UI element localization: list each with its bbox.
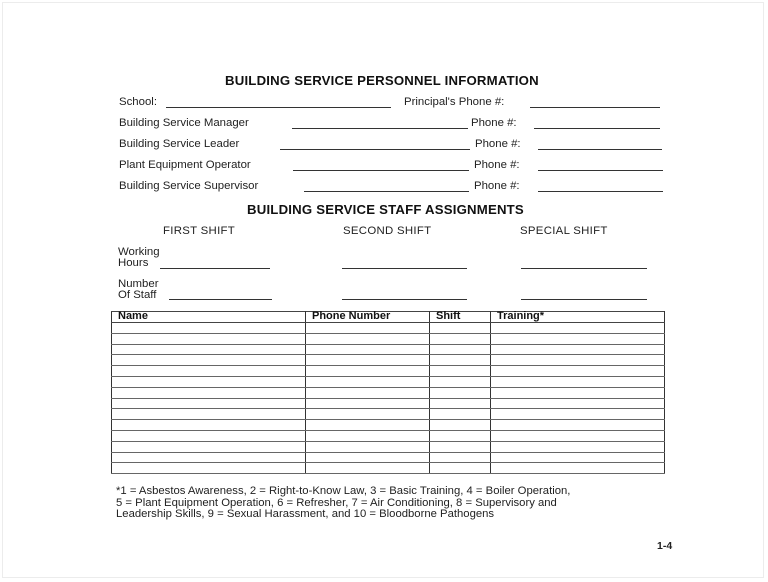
shift-cell[interactable] (430, 409, 491, 420)
training-cell[interactable] (491, 430, 665, 441)
footnote-line-2: 5 = Plant Equipment Operation, 6 = Refresher, 7 = Air Conditioning, 8 = Supervisory and (116, 496, 557, 509)
phone-cell[interactable] (306, 333, 430, 344)
table-row (112, 387, 665, 398)
second-shift-staff-field[interactable] (342, 299, 467, 300)
first-shift-staff-field[interactable] (169, 299, 272, 300)
table-row (112, 355, 665, 366)
table-row (112, 333, 665, 344)
table-row (112, 420, 665, 431)
training-cell[interactable] (491, 409, 665, 420)
column-header-shift: Shift (430, 312, 491, 323)
training-cell[interactable] (491, 452, 665, 463)
phone-cell[interactable] (306, 441, 430, 452)
shift-cell[interactable] (430, 430, 491, 441)
phone-cell[interactable] (306, 344, 430, 355)
supervisor-field[interactable] (304, 191, 469, 192)
name-cell[interactable] (112, 463, 306, 474)
training-cell[interactable] (491, 366, 665, 377)
page-title: BUILDING SERVICE PERSONNEL INFORMATION (225, 73, 539, 88)
shift-cell[interactable] (430, 323, 491, 334)
leader-phone-field[interactable] (538, 149, 662, 150)
phone-cell[interactable] (306, 463, 430, 474)
special-shift-hours-field[interactable] (521, 268, 647, 269)
manager-phone-field[interactable] (534, 128, 660, 129)
leader-phone-label: Phone #: (475, 138, 521, 150)
name-cell[interactable] (112, 333, 306, 344)
phone-cell[interactable] (306, 409, 430, 420)
table-row (112, 452, 665, 463)
assignments-title: BUILDING SERVICE STAFF ASSIGNMENTS (247, 202, 524, 217)
supervisor-phone-label: Phone #: (474, 180, 520, 192)
shift-cell[interactable] (430, 333, 491, 344)
column-header-training: Training* (491, 312, 665, 323)
training-cell[interactable] (491, 376, 665, 387)
first-shift-header: FIRST SHIFT (163, 225, 236, 237)
phone-cell[interactable] (306, 355, 430, 366)
phone-cell[interactable] (306, 398, 430, 409)
first-shift-hours-field[interactable] (160, 268, 270, 269)
training-cell[interactable] (491, 323, 665, 334)
training-cell[interactable] (491, 344, 665, 355)
column-header-phone-number: Phone Number (306, 312, 430, 323)
number-of-staff-label (118, 279, 159, 301)
name-cell[interactable] (112, 376, 306, 387)
working-hours-label (118, 247, 160, 269)
training-cell[interactable] (491, 355, 665, 366)
table-row (112, 344, 665, 355)
table-row (112, 441, 665, 452)
shift-cell[interactable] (430, 463, 491, 474)
principal-phone-label: Principal's Phone #: (404, 96, 505, 108)
operator-field[interactable] (293, 170, 469, 171)
table-row (112, 323, 665, 334)
working-hours-label-line1: Working (118, 246, 160, 258)
shift-cell[interactable] (430, 387, 491, 398)
school-field[interactable] (166, 107, 391, 108)
manager-field[interactable] (292, 128, 468, 129)
training-cell[interactable] (491, 398, 665, 409)
table-row (112, 430, 665, 441)
training-footnote (116, 486, 570, 521)
phone-cell[interactable] (306, 366, 430, 377)
name-cell[interactable] (112, 441, 306, 452)
training-cell[interactable] (491, 420, 665, 431)
phone-cell[interactable] (306, 376, 430, 387)
shift-cell[interactable] (430, 398, 491, 409)
name-cell[interactable] (112, 398, 306, 409)
document-page (2, 2, 764, 578)
operator-label: Plant Equipment Operator (119, 159, 251, 171)
manager-label: Building Service Manager (119, 117, 249, 129)
name-cell[interactable] (112, 387, 306, 398)
second-shift-hours-field[interactable] (342, 268, 467, 269)
table-row (112, 463, 665, 474)
training-cell[interactable] (491, 387, 665, 398)
training-cell[interactable] (491, 463, 665, 474)
number-of-staff-label-line2: Of Staff (118, 289, 157, 301)
name-cell[interactable] (112, 430, 306, 441)
operator-phone-label: Phone #: (474, 159, 520, 171)
shift-cell[interactable] (430, 355, 491, 366)
phone-cell[interactable] (306, 387, 430, 398)
shift-cell[interactable] (430, 452, 491, 463)
training-cell[interactable] (491, 333, 665, 344)
shift-cell[interactable] (430, 366, 491, 377)
name-cell[interactable] (112, 420, 306, 431)
principal-phone-field[interactable] (530, 107, 660, 108)
name-cell[interactable] (112, 355, 306, 366)
shift-cell[interactable] (430, 344, 491, 355)
table-row (112, 376, 665, 387)
special-shift-header: SPECIAL SHIFT (520, 225, 608, 237)
page-number: 1-4 (657, 540, 673, 552)
supervisor-label: Building Service Supervisor (119, 180, 259, 192)
supervisor-phone-field[interactable] (538, 191, 663, 192)
table-header-row (112, 312, 665, 323)
school-label: School: (119, 96, 157, 108)
working-hours-label-line2: Hours (118, 257, 149, 269)
operator-phone-field[interactable] (538, 170, 663, 171)
name-cell[interactable] (112, 366, 306, 377)
staff-table (111, 311, 665, 474)
footnote-line-1: *1 = Asbestos Awareness, 2 = Right-to-Know Law, 3 = Basic Training, 4 = Boiler Operation, (116, 485, 571, 497)
number-of-staff-label-line1: Number (118, 278, 159, 290)
table-row (112, 398, 665, 409)
name-cell[interactable] (112, 344, 306, 355)
column-header-name: Name (112, 312, 306, 323)
phone-cell[interactable] (306, 323, 430, 334)
special-shift-staff-field[interactable] (521, 299, 647, 300)
table-row (112, 366, 665, 377)
phone-cell[interactable] (306, 420, 430, 431)
phone-cell[interactable] (306, 430, 430, 441)
shift-cell[interactable] (430, 376, 491, 387)
shift-cell[interactable] (430, 441, 491, 452)
name-cell[interactable] (112, 452, 306, 463)
name-cell[interactable] (112, 323, 306, 334)
second-shift-header: SECOND SHIFT (343, 225, 432, 237)
leader-field[interactable] (280, 149, 470, 150)
table-row (112, 409, 665, 420)
footnote-line-3: Leadership Skills, 9 = Sexual Harassment, and 10 = Bloodborne Pathogens (116, 508, 495, 520)
shift-cell[interactable] (430, 420, 491, 431)
leader-label: Building Service Leader (119, 138, 240, 150)
training-cell[interactable] (491, 441, 665, 452)
phone-cell[interactable] (306, 452, 430, 463)
name-cell[interactable] (112, 409, 306, 420)
manager-phone-label: Phone #: (471, 117, 517, 129)
